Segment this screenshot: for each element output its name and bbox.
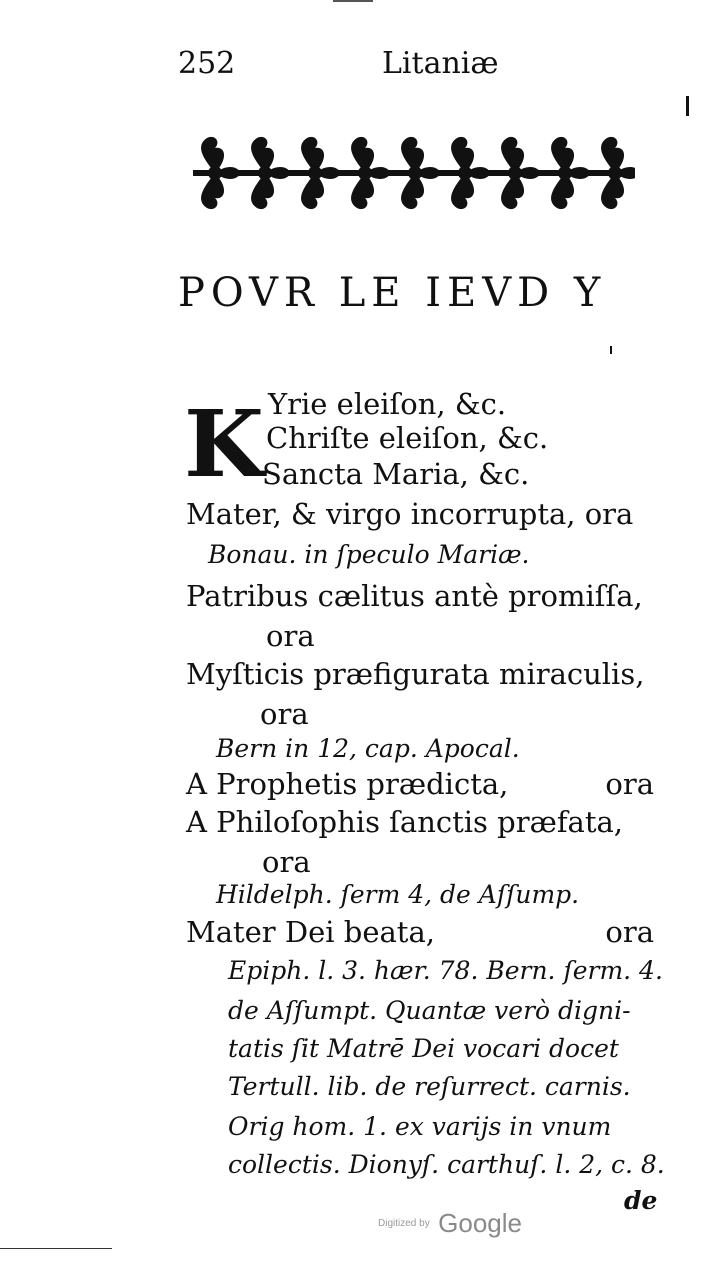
google-logo-text: Google — [438, 1208, 522, 1238]
text-line: Mater Dei beata, — [186, 915, 435, 949]
text-line: Patribus cælitus antè promiſſa, — [186, 579, 643, 613]
text-line: Yrie eleiſon, &c. — [268, 387, 507, 421]
citation: Epiph. l. 3. hær. 78. Bern. ſerm. 4. — [228, 956, 663, 985]
citation: Hildelph. ſerm 4, de Aſſump. — [216, 880, 580, 909]
scan-speck — [686, 96, 689, 116]
citation: Orig hom. 1. ex varijs in vnum — [228, 1112, 612, 1141]
citation: collectis. Dionyſ. carthuſ. l. 2, c. 8. — [228, 1150, 665, 1179]
fleuron-ornament-band — [185, 128, 635, 218]
text-line-ora: ora — [605, 767, 654, 801]
citation: de Aſſumpt. Quantæ verò digni- — [228, 996, 631, 1025]
text-line: ora — [262, 845, 311, 879]
citation: Tertull. lib. de reſurrect. carnis. — [228, 1072, 631, 1101]
citation: Bonau. in ſpeculo Mariæ. — [208, 540, 530, 569]
text-line: ora — [266, 619, 315, 653]
text-line: Myſticis præfigurata miraculis, — [186, 657, 645, 691]
google-watermark — [378, 1208, 522, 1239]
catchword: de — [624, 1186, 658, 1215]
section-title: POVR LE IEVD Y — [178, 270, 607, 316]
text-line: ora — [260, 697, 309, 731]
scan-speck — [610, 346, 612, 354]
text-line: A Prophetis prædicta, — [186, 767, 509, 801]
scan-speck — [333, 0, 373, 2]
text-line: A Philoſophis ſanctis præfata, — [186, 805, 624, 839]
text-line: Chriſte eleiſon, &c. — [266, 421, 549, 455]
running-title: Litaniæ — [382, 46, 499, 81]
text-line-ora: ora — [605, 915, 654, 949]
text-line: Mater, & virgo incorrupta, ora — [186, 497, 634, 531]
digitized-by-label: Digitized by — [378, 1218, 430, 1229]
citation: Bern in 12, cap. Apocal. — [216, 734, 520, 763]
citation: tatis ſit Matrē Dei vocari docet — [228, 1034, 619, 1063]
drop-cap: K — [184, 390, 264, 498]
footer-rule — [0, 1248, 112, 1249]
page-number: 252 — [178, 46, 236, 81]
text-line: Sancta Maria, &c. — [262, 457, 530, 491]
